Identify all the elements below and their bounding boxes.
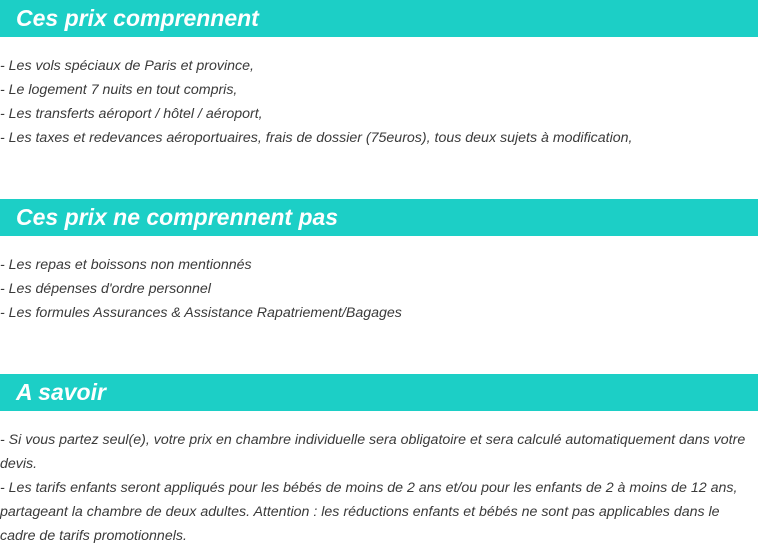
list-item: - Les transferts aéroport / hôtel / aéroport, — [0, 106, 263, 122]
not-included-list — [0, 253, 758, 325]
list-item: - Le logement 7 nuits en tout compris, — [0, 82, 238, 98]
list-item: - Si vous partez seul(e), votre prix en chambre individuelle sera obligatoire et sera calculé automatiquement dans votre devis. — [0, 432, 746, 472]
list-item: - Les formules Assurances & Assistance Rapatriement/Bagages — [0, 305, 402, 321]
good-to-know-list — [0, 428, 758, 547]
section-header-not-included — [0, 199, 758, 236]
section-title: Ces prix comprennent — [16, 5, 259, 31]
section-title: A savoir — [16, 379, 106, 405]
list-item: - Les repas et boissons non mentionnés — [0, 257, 252, 273]
list-item: - Les dépenses d'ordre personnel — [0, 281, 211, 297]
included-list — [0, 54, 758, 150]
list-item: - Les tarifs enfants seront appliqués pour les bébés de moins de 2 ans et/ou pour les enfants de 2 à moins de 12 ans, partageant la chambre de deux adultes. Attention : les réductions enfants et bébés ne sont pas applicables dans le cadre de tarifs promotionnels. — [0, 480, 738, 544]
section-header-good-to-know — [0, 374, 758, 411]
section-header-included — [0, 0, 758, 37]
section-title: Ces prix ne comprennent pas — [16, 204, 339, 230]
list-item: - Les vols spéciaux de Paris et province, — [0, 58, 254, 74]
list-item: - Les taxes et redevances aéroportuaires, frais de dossier (75euros), tous deux sujets à modification, — [0, 130, 633, 146]
